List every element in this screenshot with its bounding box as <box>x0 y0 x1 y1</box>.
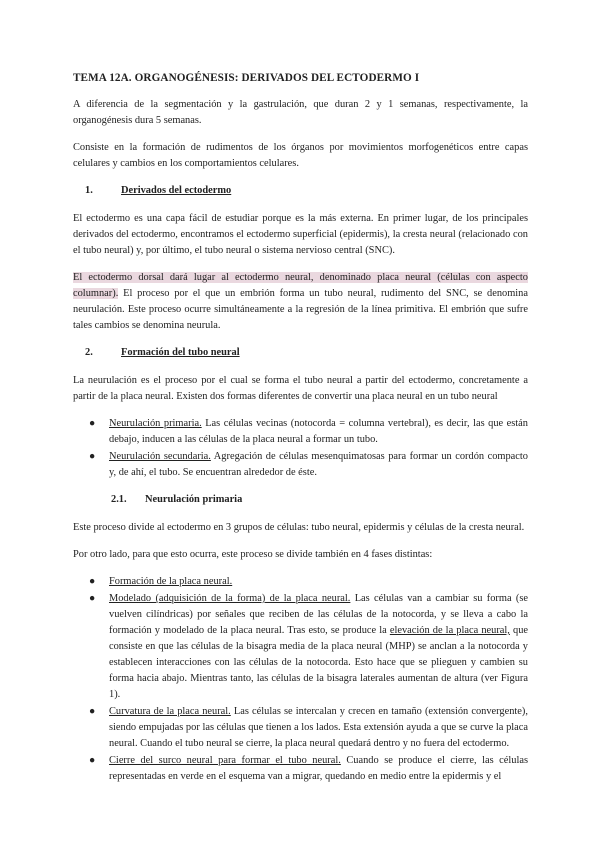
highlighted-text: El ectodermo dorsal dará lugar al ectodermo neural, denominado placa neural (células con aspecto columnar). <box>73 272 528 299</box>
paragraph-text: El proceso por el que un embrión forma un tubo neural, rudimento del SNC, se denomina neurulación. Este proceso ocurre simultáneamente a la regresión de la línea primitiva. El embrión que sufre tales cambios se denomina neurula. <box>73 288 528 331</box>
section-title: Formación del tubo neural <box>121 347 240 358</box>
bullet-icon: ● <box>89 755 96 766</box>
bullet-icon: ● <box>89 576 96 587</box>
list-item <box>73 574 528 590</box>
section-1-paragraph-1: El ectodermo es una capa fácil de estudiar porque es la más externa. En primer lugar, de los principales derivados del ectodermo, encontramos el ectodermo superficial (epidermis), la cresta neural (relacionado con el tubo neural) y, por último, el tubo neural o sistema nervioso central (SNC). <box>73 213 528 256</box>
bullet-icon: ● <box>89 418 96 429</box>
bullet-icon: ● <box>89 706 96 717</box>
list-term: Neurulación secundaria. <box>109 451 211 462</box>
section-1-paragraph-2 <box>73 270 528 334</box>
phases-list <box>73 574 528 785</box>
section-1-heading <box>73 183 528 199</box>
bullet-icon: ● <box>89 451 96 462</box>
list-item <box>73 591 528 703</box>
list-item <box>73 753 528 785</box>
list-item <box>73 416 528 448</box>
intro-paragraph-1: A diferencia de la segmentación y la gastrulación, que duran 2 y 1 semanas, respectivamente, la organogénesis dura 5 semanas. <box>73 99 528 126</box>
list-text: Las células van a cambiar su forma (se vuelven cilíndricas) por señales que reciben de las células de la notocorda, y se lleva a cabo la formación y modelado de la placa neural. Tras esto, se produce la <box>109 593 529 636</box>
intro-paragraph-2: Consiste en la formación de rudimentos de los órganos por movimientos morfogenéticos entre capas celulares y cambios en los comportamientos celulares. <box>73 142 528 169</box>
list-term: Curvatura de la placa neural. <box>109 706 231 717</box>
list-text: Las células vecinas (notocorda = columna vertebral), es decir, las que están debajo, inducen a las células de la placa neural a formar un tubo. <box>109 418 528 445</box>
list-text: Agregación de células mesenquimatosas para formar un cordón compacto y, de ahí, el tubo. Se encuentran alrededor de éste. <box>109 451 528 478</box>
section-2-1-paragraph-1: Este proceso divide al ectodermo en 3 grupos de células: tubo neural, epidermis y células de la cresta neural. <box>73 522 525 533</box>
section-2-1-heading <box>73 492 528 508</box>
document-page <box>73 70 528 796</box>
list-text-2: que consiste en que las células de la bisagra media de la placa neural (MHP) se anclan a la notocorda y establecen interacciones con las células de la notocorda. Esto hace que se plieguen y cambien su forma hacia abajo. Mientras tanto, las células de la bisagra laterales aumentan de altura (ver Figura 1). <box>109 625 529 700</box>
list-term: Cierre del surco neural para formar el tubo neural. <box>109 755 341 766</box>
list-item <box>73 449 528 481</box>
list-term-2: elevación de la placa neural, <box>389 625 510 636</box>
section-title: Derivados del ectodermo <box>121 185 232 196</box>
list-term: Formación de la placa neural. <box>109 576 233 587</box>
list-text: Las células se intercalan y crecen en tamaño (extensión convergente), siendo empujadas por las células que tienen a los lados. Esta extensión ayuda a que se curve la placa neural. Cuando el tubo neural se cierre, la placa neural quedará dentro y no fuera del ectodermo. <box>109 706 528 749</box>
section-number: 2.1. <box>111 494 127 505</box>
section-title: Neurulación primaria <box>145 494 243 505</box>
list-text: Cuando se produce el cierre, las células representadas en verde en el esquema van a migrar, quedando en medio entre la epidermis y el <box>109 755 528 782</box>
section-2-heading <box>73 345 528 361</box>
list-term: Neurulación primaria. <box>109 418 202 429</box>
section-number: 1. <box>85 185 93 196</box>
list-term: Modelado (adquisición de la forma) de la placa neural. <box>109 593 351 604</box>
bullet-icon: ● <box>89 593 96 604</box>
section-number: 2. <box>85 347 93 358</box>
section-2-list <box>73 416 528 481</box>
section-2-paragraph-1: La neurulación es el proceso por el cual se forma el tubo neural a partir del ectodermo, concretamente a partir de la placa neural. Existen dos formas diferentes de convertir una placa neural en un tubo neural <box>73 375 528 402</box>
list-item <box>73 704 528 752</box>
page-title: TEMA 12A. ORGANOGÉNESIS: DERIVADOS DEL ECTODERMO I <box>73 72 420 84</box>
section-2-1-paragraph-2: Por otro lado, para que esto ocurra, este proceso se divide también en 4 fases distintas: <box>73 549 433 560</box>
